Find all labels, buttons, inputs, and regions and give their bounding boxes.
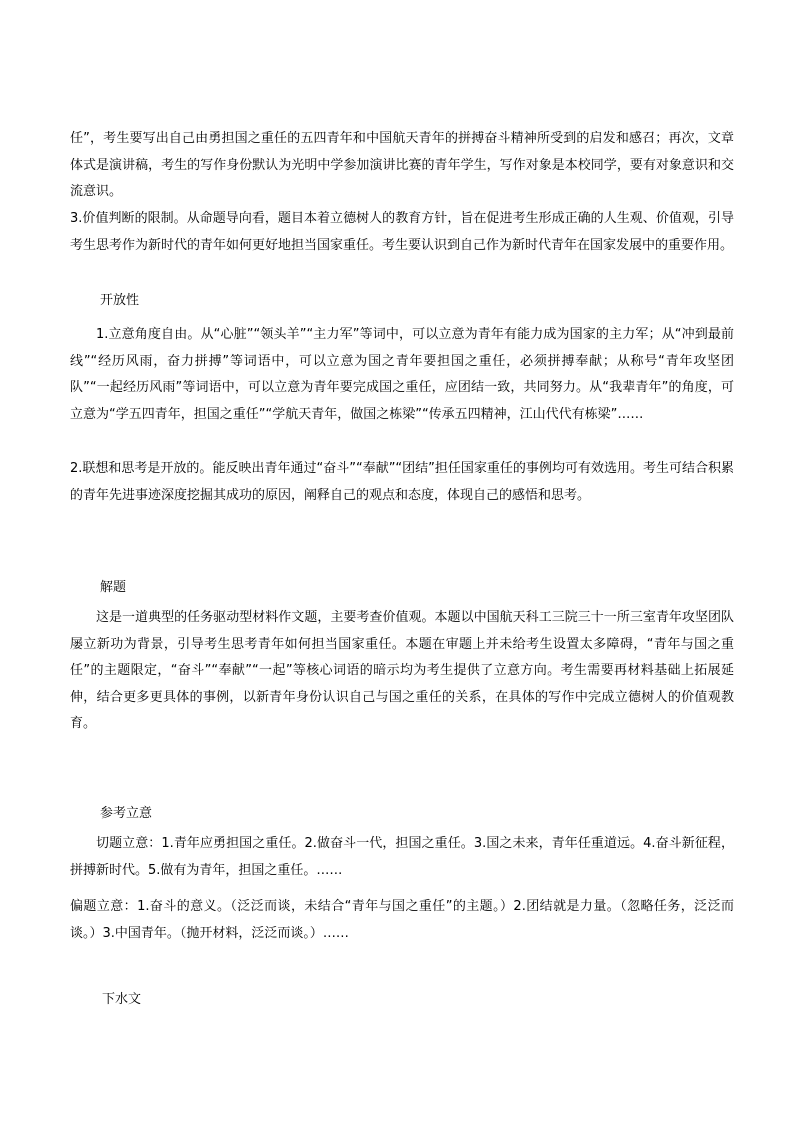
paragraph-free-angle: 1.立意角度自由。从“心脏”“领头羊”“主力军”等词中，可以立意为青年有能力成为国家的主力军；从“冲到最前线”“经历风雨，奋力拼搏”等词语中，可以立意为国之青年要担国之重任，必须拼搏奉献；从称号“青年攻坚团队”“一起经历风雨”等词语中，可以立意为青年要完成国之重任，应团结一致，共同努力。从“我辈青年”的角度，可立意为“学五四青年，担国之重任”“学航天青年，做国之栋梁”“传承五四精神，江山代代有栋梁”…… — [70, 327, 734, 422]
heading-solve: 解题 — [100, 580, 127, 595]
heading-reference: 参考立意 — [100, 806, 153, 821]
paragraph-open-thinking: 2.联想和思考是开放的。能反映出青年通过“奋斗”“奉献”“团结”担任国家重任的事例均可有效选用。考生可结合积累的青年先进事迹深度挖掘其成功的原因，阐释自己的观点和态度，体现自己的感悟和思考。 — [70, 461, 734, 503]
paragraph-requirements-continued: 任”，考生要写出自己由勇担国之重任的五四青年和中国航天青年的拼搏奋斗精神所受到的启发和感召；再次，文章体式是演讲稿，考生的写作身份默认为光明中学参加演讲比赛的青年学生，写作对象是本校同学，要有对象意识和交流意识。 — [70, 131, 734, 199]
heading-openness: 开放性 — [100, 293, 140, 308]
paragraph-solve-body: 这是一道典型的任务驱动型材料作文题，主要考查价值观。本题以中国航天科工三院三十一所三室青年攻坚团队屡立新功为背景，引导考生思考青年如何担当国家重任。本题在审题上并未给考生设置太多障碍，“青年与国之重任”的主题限定，“奋斗”“奉献”“一起”等核心词语的暗示均为考生提供了立意方向。考生需要再材料基础上拓展延伸，结合更多更具体的事例，以新青年身份认识自己与国之重任的关系，在具体的写作中完成立德树人的价值观教育。 — [70, 610, 734, 731]
paragraph-off-topic: 偏题立意：1.奋斗的意义。（泛泛而谈，未结合“青年与国之重任”的主题。）2.团结就是力量。（忽略任务，泛泛而谈。）3.中国青年。（抛开材料，泛泛而谈。）…… — [70, 899, 734, 941]
paragraph-value-judgment: 3.价值判断的限制。从命题导向看，题目本着立德树人的教育方针，旨在促进考生形成正确的人生观、价值观，引导考生思考作为新时代的青年如何更好地担当国家重任。考生要认识到自己作为新时代青年在国家发展中的重要作用。 — [70, 211, 734, 253]
paragraph-on-topic: 切题立意：1.青年应勇担国之重任。2.做奋斗一代，担国之重任。3.国之未来，青年任重道远。4.奋斗新征程，拼搏新时代。5.做有为青年，担国之重任。…… — [70, 836, 734, 878]
heading-sample-essay: 下水文 — [102, 992, 142, 1007]
